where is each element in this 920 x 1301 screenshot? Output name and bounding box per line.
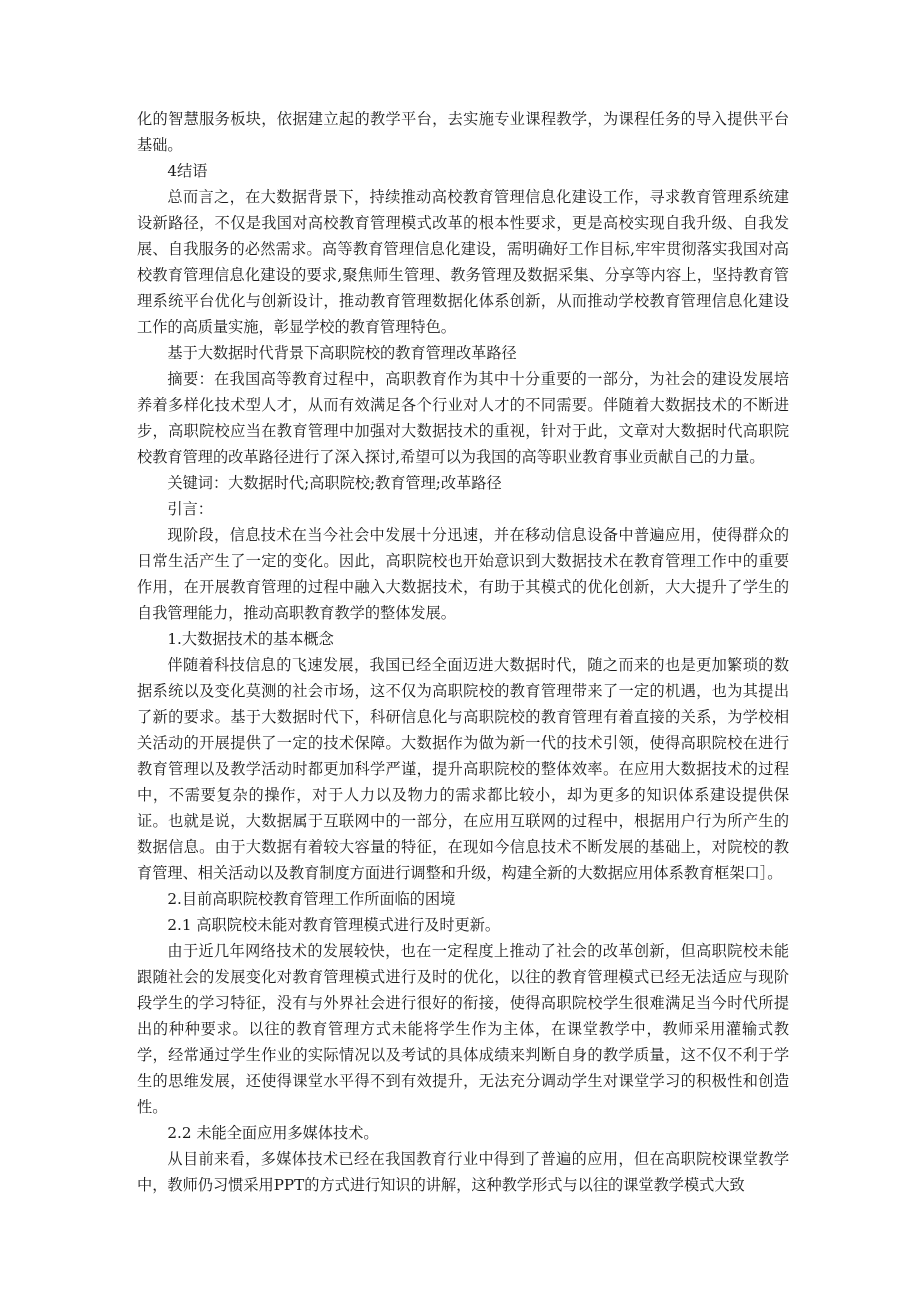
section-heading-1: 1.大数据技术的基本概念 — [167, 630, 334, 648]
article-title: 基于大数据时代背景下高职院校的教育管理改革路径 — [167, 344, 517, 362]
paragraph-section-2-1: 由于近几年网络技术的发展较快，也在一定程度上推动了社会的改革创新，但高职院校未能跟随社会的发展变化对教育管理模式进行及时的优化，以往的教育管理模式已经无法适应与现阶段学生的学习特征，没有与外界社会进行很好的衔接，使得高职院校学生很难满足当今时代所提出的种种要求。以往的教育管理方式未能将学生作为主体，在课堂教学中，教师采用灌输式教学，经常通过学生作业的实际情况以及考试的具体成绩来判断自身的教学质量，这不仅不利于学生的思维发展，还使得课堂水平得不到有效提升，无法充分调动学生对课堂学习的积极性和创造性。 — [137, 942, 789, 1116]
paragraph-introduction: 现阶段，信息技术在当今社会中发展十分迅速，并在移动信息设备中普遍应用，使得群众的日常生活产生了一定的变化。因此，高职院校也开始意识到大数据技术在教育管理工作中的重要作用，在开展教育管理的过程中融入大数据技术，有助于其模式的优化创新，大大提升了学生的自我管理能力，推动高职教育教学的整体发展。 — [137, 526, 789, 622]
keywords: 关键词：大数据时代;高职院校;教育管理;改革路径 — [167, 474, 502, 492]
section-heading-2: 2.目前高职院校教育管理工作所面临的困境 — [167, 890, 456, 908]
section-heading-conclusion: 4结语 — [167, 162, 208, 180]
paragraph-section-1: 伴随着科技信息的飞速发展，我国已经全面迈进大数据时代，随之而来的也是更加繁琐的数据系统以及变化莫测的社会市场，这不仅为高职院校的教育管理带来了一定的机遇，也为其提出了新的要求。基于大数据时代下，科研信息化与高职院校的教育管理有着直接的关系，为学校相关活动的开展提供了一定的技术保障。大数据作为做为新一代的技术引领，使得高职院校在进行教育管理以及教学活动时都更加科学严谨，提升高职院校的整体效率。在应用大数据技术的过程中，不需要复杂的操作，对于人力以及物力的需求都比较小，却为更多的知识体系建设提供保证。也就是说，大数据属于互联网中的一部分，在应用互联网的过程中，根据用户行为所产生的数据信息。由于大数据有着较大容量的特征，在现如今信息技术不断发展的基础上，对院校的教育管理、相关活动以及教育制度方面进行调整和升级，构建全新的大数据应用体系教育框架口］。 — [137, 656, 789, 882]
paragraph-conclusion: 总而言之，在大数据背景下，持续推动高校教育管理信息化建设工作，寻求教育管理系统建设新路径，不仅是我国对高校教育管理模式改革的根本性要求，更是高校实现自我升级、自我发展、自我服务的必然需求。高等教育管理信息化建设，需明确好工作目标,牢牢贯彻落实我国对高校教育管理信息化建设的要求,聚焦师生管理、教务管理及数据采集、分享等内容上，坚持教育管理系统平台优化与创新设计，推动教育管理数据化体系创新，从而推动学校教育管理信息化建设工作的高质量实施，彰显学校的教育管理特色。 — [137, 188, 789, 336]
document-page — [137, 106, 789, 1198]
subsection-heading-2-2: 2.2 未能全面应用多媒体技术。 — [167, 1124, 379, 1142]
subsection-heading-2-1: 2.1 高职院校未能对教育管理模式进行及时更新。 — [167, 916, 501, 934]
abstract: 摘要：在我国高等教育过程中，高职教育作为其中十分重要的一部分，为社会的建设发展培养着多样化技术型人才，从而有效满足各个行业对人才的不同需要。伴随着大数据技术的不断进步，高职院校应当在教育管理中加强对大数据技术的重视，针对于此，文章对大数据时代高职院校教育管理的改革路径进行了深入探讨,希望可以为我国的高等职业教育事业贡献自己的力量。 — [137, 370, 789, 466]
paragraph-section-2-2: 从目前来看，多媒体技术已经在我国教育行业中得到了普遍的应用，但在高职院校课堂教学中，教师仍习惯采用PPT的方式进行知识的讲解，这种教学形式与以往的课堂教学模式大致 — [137, 1150, 789, 1194]
paragraph-continuation: 化的智慧服务板块，依据建立起的教学平台，去实施专业课程教学，为课程任务的导入提供平台基础。 — [137, 110, 789, 154]
section-heading-introduction: 引言： — [167, 500, 213, 518]
